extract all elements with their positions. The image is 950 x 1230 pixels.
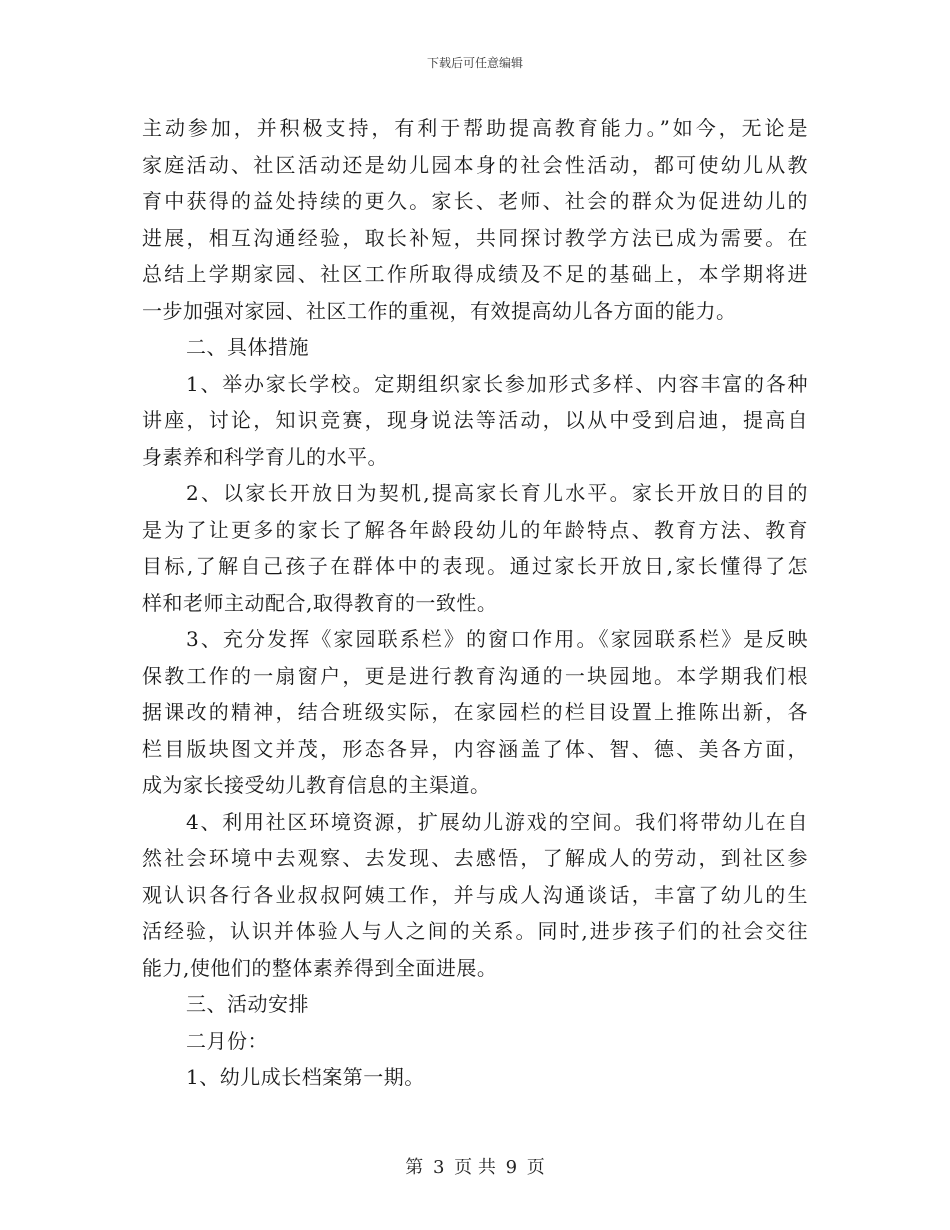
- document-body: [142, 110, 808, 1096]
- body-line: 观认识各行各业叔叔阿姨工作，并与成人沟通谈话，丰富了幼儿的生: [142, 882, 808, 907]
- body-line: 家庭活动、社区活动还是幼儿园本身的社会性活动，都可使幼儿从教: [142, 152, 808, 177]
- body-line: 身素养和科学育儿的水平。: [142, 444, 388, 469]
- subheading: 二月份：: [186, 1028, 268, 1053]
- body-line: 然社会环境中去观察、去发现、去感悟，了解成人的劳动，到社区参: [142, 846, 808, 870]
- body-line: 主动参加，并积极支持，有利于帮助提高教育能力。”如今，无论是: [142, 116, 808, 140]
- footer-page-number: 3: [432, 1157, 445, 1178]
- body-line: 2、以家长开放日为契机,提高家长育儿水平。家长开放日的目的: [186, 481, 808, 505]
- body-line: 讲座，讨论，知识竞赛，现身说法等活动，以从中受到启迪，提高自: [142, 408, 808, 432]
- body-line: 1、幼儿成长档案第一期。: [186, 1065, 425, 1089]
- body-line: 一步加强对家园、社区工作的重视，有效提高幼儿各方面的能力。: [142, 298, 737, 323]
- section-heading: 二、具体措施: [186, 335, 309, 359]
- body-line: 活经验，认识并体验人与人之间的关系。同时,进步孩子们的社会交往: [142, 919, 808, 943]
- body-line: 3、充分发挥《家园联系栏》的窗口作用。《家园联系栏》是反映: [186, 627, 808, 651]
- footer-prefix: 第: [405, 1157, 424, 1178]
- body-line: 能力,使他们的整体素养得到全面进展。: [142, 955, 498, 980]
- body-line: 样和老师主动配合,取得教育的一致性。: [142, 590, 498, 615]
- footer-mid: 页 共: [454, 1157, 496, 1178]
- body-line: 成为家长接受幼儿教育信息的主渠道。: [142, 773, 491, 797]
- body-line: 进展，相互沟通经验，取长补短，共同探讨教学方法已成为需要。在: [142, 225, 808, 250]
- body-line: 栏目版块图文并茂，形态各异，内容涵盖了体、智、德、美各方面，: [142, 736, 808, 761]
- body-line: 育中获得的益处持续的更久。家长、老师、社会的群众为促进幼儿的: [142, 189, 808, 213]
- body-line: 总结上学期家园、社区工作所取得成绩及不足的基础上，本学期将进: [142, 262, 808, 286]
- body-line: 保教工作的一扇窗户，更是进行教育沟通的一块园地。本学期我们根: [142, 663, 808, 688]
- section-heading: 三、活动安排: [186, 992, 309, 1016]
- page-header: 下载后可任意编辑: [426, 56, 523, 70]
- body-line: 4、利用社区环境资源，扩展幼儿游戏的空间。我们将带幼儿在自: [186, 809, 808, 834]
- footer-suffix: 页: [526, 1157, 545, 1178]
- body-line: 1、举办家长学校。定期组织家长参加形式多样、内容丰富的各种: [186, 371, 808, 396]
- footer-total-pages: 9: [505, 1157, 518, 1178]
- body-line: 目标,了解自己孩子在群体中的表现。通过家长开放日,家长懂得了怎: [142, 554, 808, 578]
- body-line: 据课改的精神，结合班级实际，在家园栏的栏目设置上推陈出新，各: [142, 700, 808, 724]
- page-footer: [0, 1153, 950, 1179]
- body-line: 是为了让更多的家长了解各年龄段幼儿的年龄特点、教育方法、教育: [142, 517, 808, 542]
